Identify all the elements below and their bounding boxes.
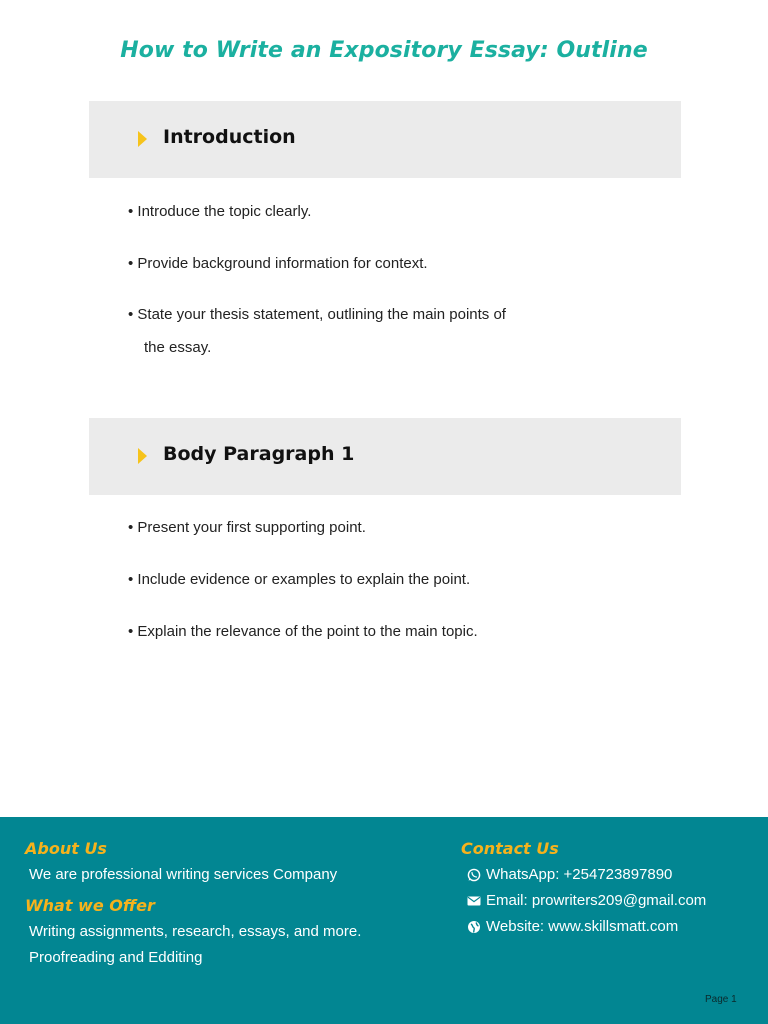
contact-email[interactable] — [467, 892, 706, 909]
about-heading: About Us — [25, 839, 107, 858]
footer — [0, 817, 768, 1024]
bullet-item: • Introduce the topic clearly. — [128, 203, 312, 220]
contact-website[interactable] — [467, 918, 678, 935]
bullet-continuation: the essay. — [144, 339, 212, 356]
bullet-item: • Present your first supporting point. — [128, 519, 366, 536]
whatsapp-icon — [467, 868, 481, 882]
arrow-right-icon — [138, 131, 147, 147]
bullet-item: • Include evidence or examples to explain the point. — [128, 571, 471, 588]
envelope-icon — [467, 894, 481, 908]
contact-heading: Contact Us — [461, 839, 559, 858]
contact-text: WhatsApp: +254723897890 — [486, 866, 673, 883]
section-header-body-paragraph-1 — [89, 418, 681, 495]
bullet-item: • Provide background information for context. — [128, 255, 428, 272]
contact-whatsapp[interactable] — [467, 866, 672, 883]
contact-text: Website: www.skillsmatt.com — [486, 918, 679, 935]
page-number: Page 1 — [705, 994, 737, 1005]
arrow-right-icon — [138, 448, 147, 464]
section-heading: Introduction — [163, 126, 296, 148]
globe-icon — [467, 920, 481, 934]
bullet-item: • State your thesis statement, outlining the main points of — [128, 306, 506, 323]
section-heading: Body Paragraph 1 — [163, 443, 355, 465]
offer-line: Proofreading and Edditing — [29, 949, 203, 966]
bullet-item: • Explain the relevance of the point to the main topic. — [128, 623, 478, 640]
offer-line: Writing assignments, research, essays, and more. — [29, 923, 362, 940]
section-header-introduction — [89, 101, 681, 178]
offer-heading: What we Offer — [25, 896, 155, 915]
about-text: We are professional writing services Company — [29, 866, 338, 883]
contact-text: Email: prowriters209@gmail.com — [486, 892, 707, 909]
page-title: How to Write an Expository Essay: Outline — [120, 38, 648, 63]
